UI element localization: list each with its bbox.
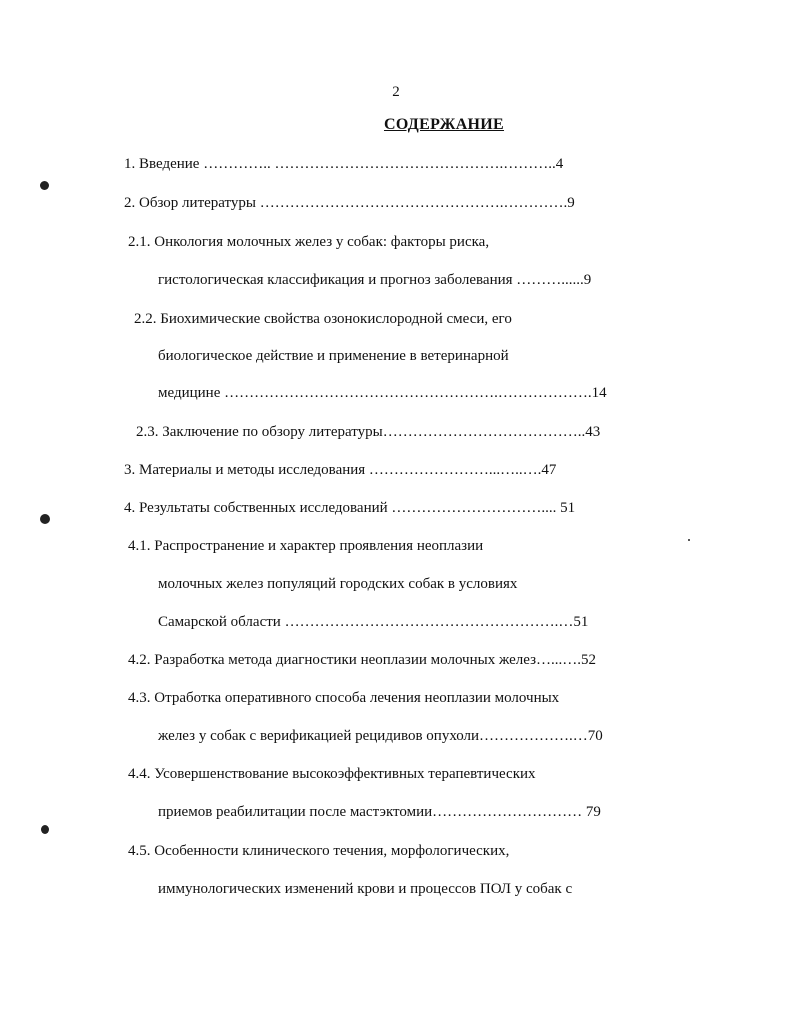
toc-line-review: 2. Обзор литературы ………………………………………….………….9 [124, 195, 575, 211]
toc-line-4-3-cont: желез у собак с верификацией рецидивов опухоли……………….…70 [158, 728, 603, 744]
toc-line-methods: 3. Материалы и методы исследования ……………………...…..….47 [124, 462, 557, 478]
toc-line-4-4: 4.4. Усовершенствование высокоэффективных терапевтических [128, 766, 536, 782]
toc-line-4-4-cont: приемов реабилитации после мастэктомии………………………… 79 [158, 804, 601, 820]
punch-mark [40, 514, 50, 524]
toc-line-4-1: 4.1. Распространение и характер проявления неоплазии [128, 538, 484, 554]
toc-line-intro: 1. Введение ………….. ……………………………………….………..4 [124, 156, 564, 172]
toc-line-2-2-cont1: биологическое действие и применение в ветеринарной [158, 348, 509, 364]
toc-line-2-2: 2.2. Биохимические свойства озонокислородной смеси, его [134, 311, 512, 327]
toc-line-2-3: 2.3. Заключение по обзору литературы…………………………………..43 [136, 424, 601, 440]
toc-line-2-1: 2.1. Онкология молочных желез у собак: факторы риска, [128, 234, 490, 250]
toc-line-4-2: 4.2. Разработка метода диагностики неоплазии молочных желез…...….52 [128, 652, 597, 668]
page-number: 2 [392, 84, 400, 100]
punch-mark [40, 181, 49, 190]
toc-line-results: 4. Результаты собственных исследований ………………………….... 51 [124, 500, 576, 516]
punch-mark [41, 825, 49, 834]
page-title: СОДЕРЖАНИЕ [383, 116, 505, 133]
toc-line-4-5: 4.5. Особенности клинического течения, морфологических, [128, 843, 510, 859]
toc-line-4-1-cont2: Самарской области ……………………………………………….…51 [158, 614, 589, 630]
toc-line-4-3: 4.3. Отработка оперативного способа лечения неоплазии молочных [128, 690, 560, 706]
toc-line-2-2-cont2: медицине ……………………………………………….……………….14 [158, 385, 607, 401]
toc-line-4-5-cont: иммунологических изменений крови и процессов ПОЛ у собак с [158, 881, 573, 897]
toc-line-2-1-cont: гистологическая классификация и прогноз заболевания ………......9 [158, 272, 592, 288]
toc-line-4-1-cont1: молочных желез популяций городских собак в условиях [158, 576, 518, 592]
scan-speck [688, 539, 690, 541]
